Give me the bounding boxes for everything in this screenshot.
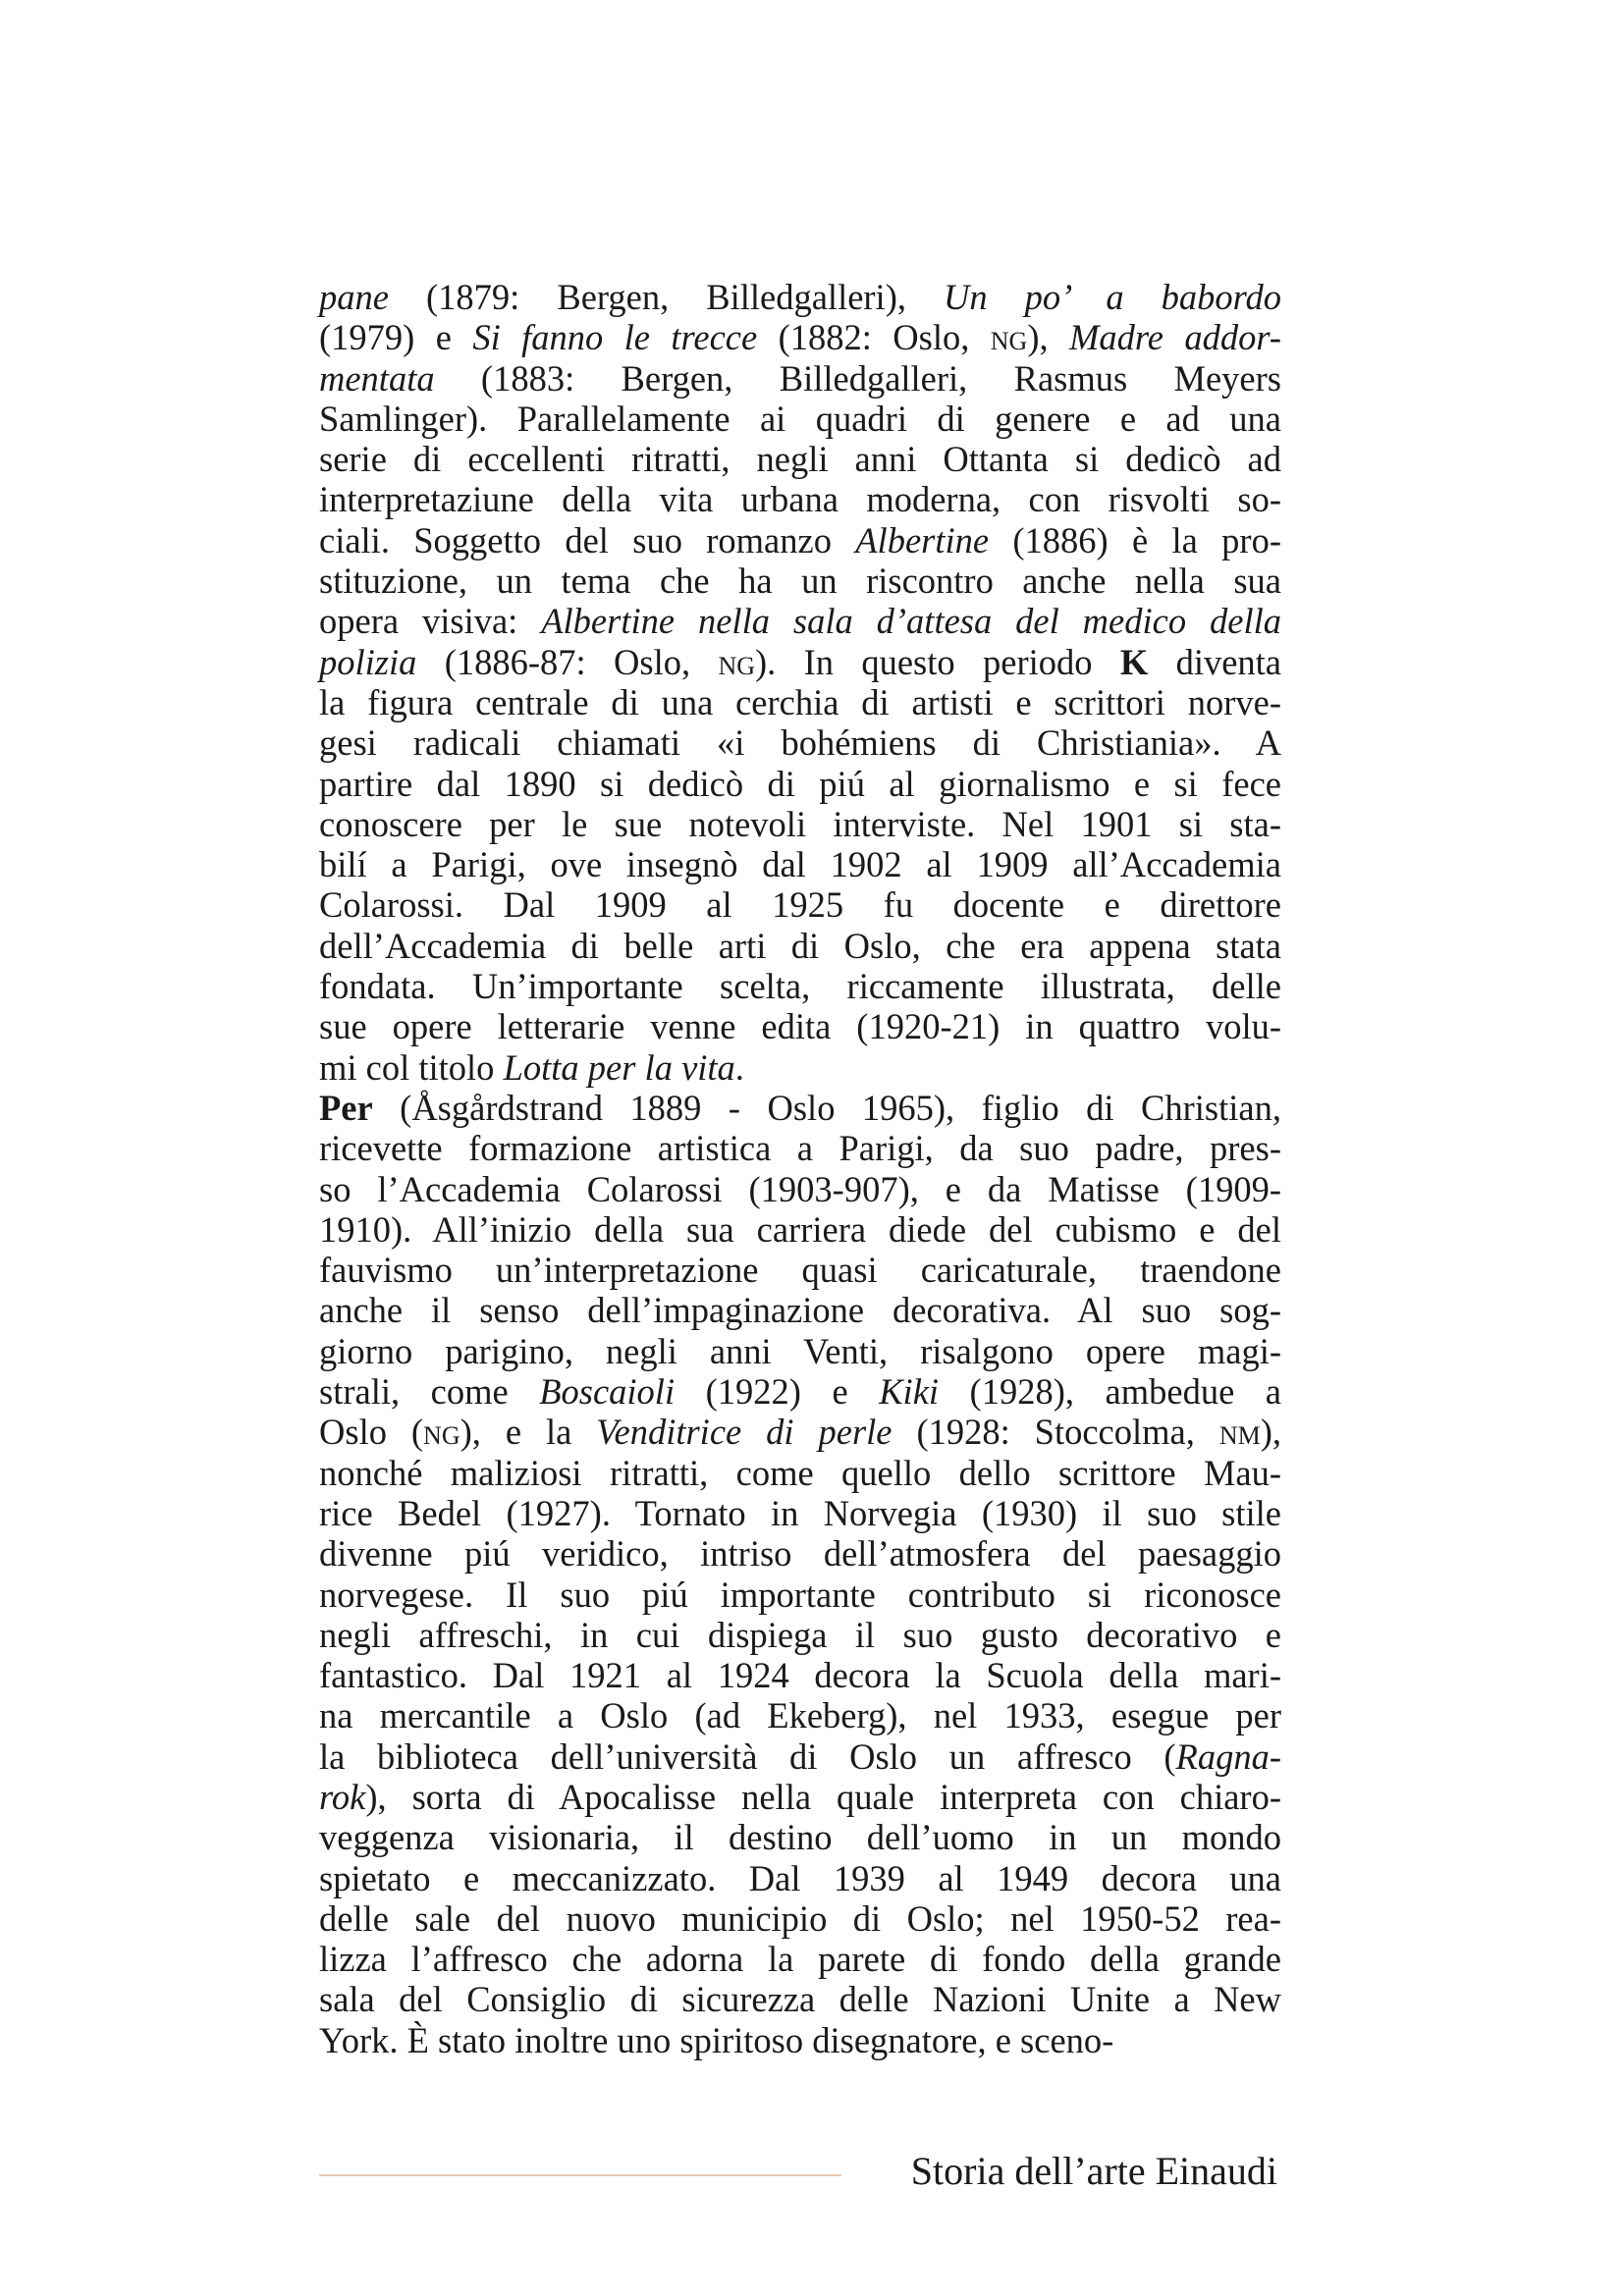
text-run: ), sorta di Apocalisse nella quale interpreta con chiaro- <box>365 1776 1281 1817</box>
text-line <box>319 1575 1281 1615</box>
text-run: Samlinger). Parallelamente ai quadri di genere e ad una <box>319 398 1281 439</box>
italic-text: Kiki <box>879 1371 940 1413</box>
text-line <box>319 642 1281 682</box>
text-line <box>319 1453 1281 1493</box>
text-line <box>319 277 1281 317</box>
text-run: gesi radicali chiamati «i bohémiens di Christiania». A <box>319 722 1281 764</box>
text-run: spietato e meccanizzato. Dal 1939 al 1949 decora una <box>319 1857 1281 1898</box>
text-line <box>319 1250 1281 1290</box>
text-line <box>319 1817 1281 1857</box>
text-line <box>319 884 1281 925</box>
text-run: strali, come <box>319 1371 540 1413</box>
text-run: . <box>734 1046 744 1088</box>
italic-text: pane <box>319 277 389 317</box>
text-line <box>319 439 1281 479</box>
italic-text: Lotta per la vita <box>503 1046 735 1088</box>
text-run: sala del Consiglio di sicurezza delle Nazioni Unite a New <box>319 1979 1281 2020</box>
text-run: Oslo ( <box>319 1412 424 1453</box>
footer-rule <box>319 2174 841 2176</box>
text-run: (1882: Oslo, <box>757 317 991 358</box>
text-run: York. È stato inoltre uno spiritoso disegnatore, e sceno- <box>319 2019 1114 2060</box>
text-run: (1928), ambedue a <box>939 1371 1281 1413</box>
text-run: serie di eccellenti ritratti, negli anni Ottanta si dedicò ad <box>319 439 1281 480</box>
text-run: divenne piú veridico, intriso dell’atmosfera del paesaggio <box>319 1533 1281 1575</box>
text-line <box>319 1655 1281 1695</box>
text-run: 1910). All’inizio della sua carriera diede del cubismo e del <box>319 1208 1281 1250</box>
italic-text: Ragna- <box>1175 1735 1281 1777</box>
body-text <box>319 277 1281 2060</box>
italic-text: polizia <box>319 641 417 682</box>
text-line <box>319 1858 1281 1898</box>
text-line <box>319 317 1281 357</box>
text-run: lizza l’affresco che adorna la parete di fondo della grande <box>319 1939 1281 1980</box>
text-run: ciali. Soggetto del suo romanzo <box>319 519 856 561</box>
bold-text: K <box>1119 641 1149 682</box>
text-run: (Åsgårdstrand 1889 - Oslo 1965), figlio di Christian, <box>372 1087 1281 1128</box>
text-run: Colarossi. Dal 1909 al 1925 fu docente e direttore <box>319 884 1281 926</box>
text-run: nonché maliziosi ritratti, come quello dello scrittore Mau- <box>319 1452 1281 1493</box>
text-run: norvegese. Il suo piú importante contributo si riconosce <box>319 1574 1281 1615</box>
text-run: la figura centrale di una cerchia di artisti e scrittori norve- <box>319 681 1281 722</box>
abbreviation: nm <box>1218 1412 1261 1453</box>
text-run: ). In questo periodo <box>755 641 1120 682</box>
text-run: na mercantile a Oslo (ad Ekeberg), nel 1933, esegue per <box>319 1695 1281 1736</box>
italic-text: Albertine nella sala d’attesa del medico della <box>541 601 1281 642</box>
text-run: ), <box>1260 1412 1281 1453</box>
text-run: rice Bedel (1927). Tornato in Norvegia (1930) il suo stile <box>319 1492 1281 1533</box>
text-line <box>319 1777 1281 1817</box>
text-line <box>319 722 1281 763</box>
text-run: delle sale del nuovo municipio di Oslo; nel 1950-52 rea- <box>319 1897 1281 1939</box>
text-run: ricevette formazione artistica a Parigi, da suo padre, pres- <box>319 1128 1281 1169</box>
italic-text: Boscaioli <box>539 1371 676 1413</box>
paragraph-1 <box>319 277 1281 1088</box>
text-run: ), e la <box>460 1412 597 1453</box>
text-run: (1879: Bergen, Billedgalleri), <box>388 277 945 317</box>
text-line <box>319 1088 1281 1128</box>
text-run: (1886) è la pro- <box>989 519 1281 561</box>
text-line <box>319 1371 1281 1412</box>
text-line <box>319 1412 1281 1452</box>
abbreviation: ng <box>990 317 1028 358</box>
text-line <box>319 2020 1281 2060</box>
text-run: mi col titolo <box>319 1046 504 1088</box>
text-line <box>319 844 1281 884</box>
footer-title: Storia dell’arte Einaudi <box>910 2149 1277 2193</box>
text-run: stituzione, un tema che ha un riscontro anche nella sua <box>319 561 1281 602</box>
text-line <box>319 1615 1281 1655</box>
text-line <box>319 804 1281 844</box>
text-run: (1979) e <box>319 317 473 358</box>
text-line <box>319 764 1281 804</box>
text-run: (1886-87: Oslo, <box>416 641 719 682</box>
text-line <box>319 358 1281 399</box>
text-line <box>319 399 1281 439</box>
text-run: bilí a Parigi, ove insegnò dal 1902 al 1909 all’Accademia <box>319 844 1281 885</box>
text-line <box>319 1169 1281 1209</box>
text-line <box>319 926 1281 966</box>
text-line <box>319 1939 1281 1979</box>
text-run: giorno parigino, negli anni Venti, risalgono opere magi- <box>319 1330 1281 1371</box>
paragraph-2 <box>319 1088 1281 2060</box>
text-run: partire dal 1890 si dedicò di piú al giornalismo e si fece <box>319 763 1281 804</box>
text-run: dell’Accademia di belle arti di Oslo, che era appena stata <box>319 925 1281 966</box>
text-run: fantastico. Dal 1921 al 1924 decora la Scuola della mari- <box>319 1655 1281 1696</box>
text-line <box>319 682 1281 722</box>
italic-text: Venditrice di perle <box>596 1412 893 1453</box>
italic-text: Madre addor- <box>1069 317 1281 358</box>
italic-text: Albertine <box>855 519 990 561</box>
text-line <box>319 479 1281 519</box>
italic-text: rok <box>319 1776 366 1817</box>
text-run: opera visiva: <box>319 601 542 642</box>
abbreviation: ng <box>718 641 755 682</box>
text-run: sue opere letterarie venne edita (1920-21) in quattro volu- <box>319 1006 1281 1047</box>
text-line <box>319 601 1281 641</box>
text-run: (1928: Stoccolma, <box>892 1412 1219 1453</box>
text-run: fondata. Un’importante scelta, riccamente illustrata, delle <box>319 966 1281 1007</box>
text-line <box>319 1898 1281 1939</box>
text-line <box>319 1290 1281 1330</box>
italic-text: mentata <box>319 357 435 399</box>
text-line <box>319 1331 1281 1371</box>
text-line <box>319 520 1281 561</box>
text-line <box>319 1533 1281 1574</box>
text-run: anche il senso dell’impaginazione decorativa. Al suo sog- <box>319 1290 1281 1331</box>
text-run: veggenza visionaria, il destino dell’uomo in un mondo <box>319 1817 1281 1858</box>
text-line <box>319 1979 1281 2019</box>
text-run: negli affreschi, in cui dispiega il suo gusto decorativo e <box>319 1614 1281 1655</box>
text-line <box>319 1736 1281 1777</box>
text-run: la biblioteca dell’università di Oslo un affresco ( <box>319 1735 1176 1777</box>
text-line <box>319 561 1281 601</box>
text-run: so l’Accademia Colarossi (1903-907), e da Matisse (1909- <box>319 1168 1281 1209</box>
text-run: conoscere per le sue notevoli interviste. Nel 1901 si sta- <box>319 803 1281 844</box>
text-run: ), <box>1027 317 1070 358</box>
text-line <box>319 1128 1281 1168</box>
text-line <box>319 1047 1281 1088</box>
text-line <box>319 966 1281 1006</box>
text-run: fauvismo un’interpretazione quasi caricaturale, traendone <box>319 1250 1281 1291</box>
text-line <box>319 1695 1281 1735</box>
italic-text: Un po’ a babordo <box>944 277 1281 317</box>
abbreviation: ng <box>423 1412 460 1453</box>
text-line <box>319 1493 1281 1533</box>
italic-text: Si fanno le trecce <box>472 317 758 358</box>
text-run: interpretaziune della vita urbana moderna, con risvolti so- <box>319 479 1281 520</box>
bold-text: Per <box>319 1087 373 1128</box>
text-run: diventa <box>1148 641 1282 682</box>
text-run: (1922) e <box>675 1371 880 1413</box>
text-run: (1883: Bergen, Billedgalleri, Rasmus Meyers <box>434 357 1281 399</box>
text-line <box>319 1006 1281 1046</box>
text-line <box>319 1209 1281 1250</box>
